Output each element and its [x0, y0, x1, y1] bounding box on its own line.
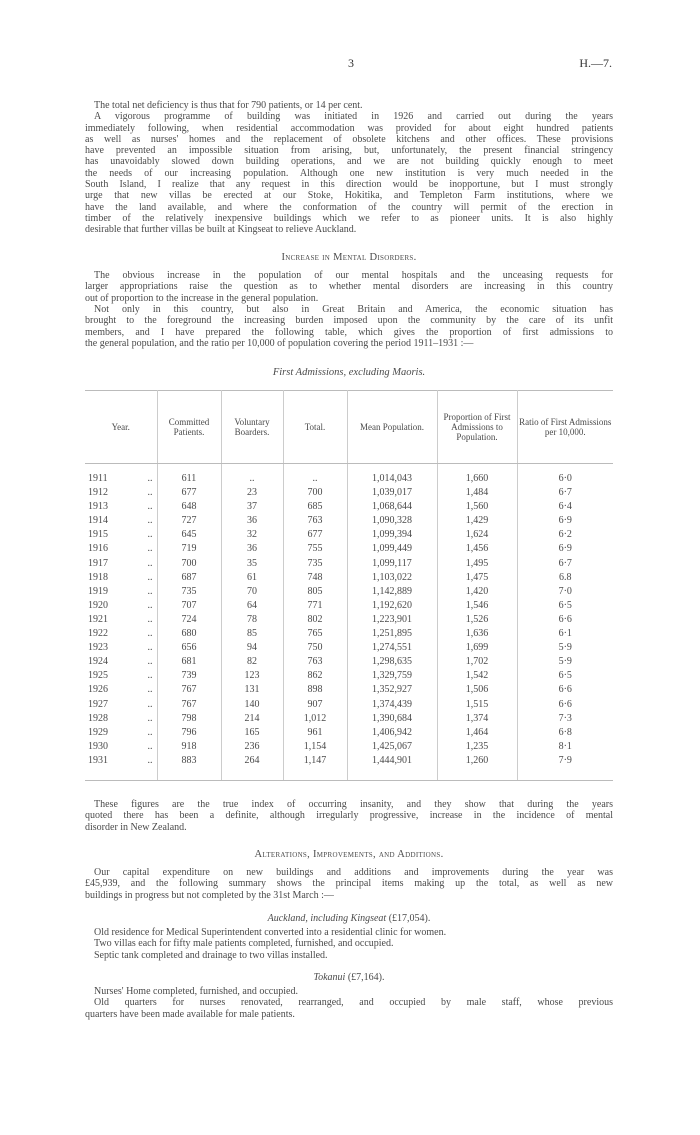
data-cell: 1,484 — [437, 486, 517, 500]
text-line: out of proportion to the increase in the general population. — [85, 292, 319, 304]
year-cell: 1920 — [88, 599, 108, 611]
list-item: Old quarters for nurses renovated, rearranged, and occupied by male staff, whose previous — [94, 997, 613, 1009]
data-cell: 1,352,927 — [347, 683, 437, 697]
table-row — [85, 464, 613, 487]
year-cell: 1922 — [88, 628, 108, 640]
data-cell: 1,039,017 — [347, 486, 437, 500]
data-cell: 32 — [221, 528, 283, 542]
data-cell: 8·1 — [558, 740, 572, 752]
auckland-items — [85, 927, 613, 961]
leader-dots: .. — [125, 726, 157, 740]
list-item: Two villas each for fifty male patients completed, furnished, and occupied. — [94, 938, 394, 950]
data-cell: 681 — [157, 655, 221, 669]
data-cell: 1,702 — [437, 655, 517, 669]
list-item: quarters have been made available for male patients. — [85, 1008, 295, 1020]
spacer-cell — [157, 768, 221, 781]
subheading-auckland — [85, 913, 613, 924]
spacer-cell — [437, 768, 517, 781]
data-cell: 85 — [221, 627, 283, 641]
data-cell: 727 — [157, 514, 221, 528]
text-line: larger appropriations raise the question as to whether mental disorders are increasing in this country — [85, 281, 613, 293]
data-cell: 1,390,684 — [347, 712, 437, 726]
data-cell: 907 — [283, 698, 347, 712]
data-cell: 37 — [221, 500, 283, 514]
data-cell: 131 — [221, 683, 283, 697]
data-cell: 687 — [157, 571, 221, 585]
table-row — [85, 585, 613, 599]
year-cell: 1919 — [88, 585, 108, 597]
year-cell: 1929 — [88, 726, 108, 738]
data-cell: 1,099,117 — [347, 557, 437, 571]
table-row — [85, 655, 613, 669]
table-row — [85, 669, 613, 683]
text-line: the general population, and the ratio per 10,000 of population covering the period 1911–1931 :— — [85, 337, 474, 349]
data-cell: 1,251,895 — [347, 627, 437, 641]
page-number: 3 — [348, 56, 354, 70]
data-cell: 648 — [157, 500, 221, 514]
text-line: members, and I have prepared the following table, which gives the proportion of first admissions to — [85, 326, 613, 338]
paragraph-obvious-increase — [85, 270, 613, 304]
year-cell: 1915 — [88, 529, 108, 541]
text-line: Our capital expenditure on new buildings and additions and improvements during the year was — [94, 867, 613, 878]
year-cell: 1926 — [88, 684, 108, 696]
table-row — [85, 542, 613, 556]
leader-dots: .. — [125, 613, 157, 627]
column-header: Total. — [283, 391, 347, 464]
data-cell: 6·9 — [558, 543, 572, 555]
column-header: Committed Patients. — [157, 391, 221, 464]
text-line: Not only in this country, but also in Great Britain and America, the economic situation has — [94, 304, 613, 315]
data-cell: 35 — [221, 557, 283, 571]
data-cell: 611 — [157, 464, 221, 487]
data-cell: 1,223,901 — [347, 613, 437, 627]
paragraph-deficiency — [85, 100, 613, 111]
data-cell: 685 — [283, 500, 347, 514]
data-cell: 1,425,067 — [347, 740, 437, 754]
leader-dots: .. — [125, 571, 157, 585]
data-cell: 6·9 — [558, 515, 572, 527]
data-cell: 6·5 — [558, 670, 572, 682]
year-cell: 1914 — [88, 515, 108, 527]
data-cell: 1,154 — [283, 740, 347, 754]
leader-dots: .. — [125, 585, 157, 599]
subheading-auckland-amount: (£17,054). — [388, 913, 431, 924]
data-cell: 1,068,644 — [347, 500, 437, 514]
text-line: The total net deficiency is thus that for 790 patients, or 14 per cent. — [94, 100, 363, 111]
data-cell: 6·4 — [558, 501, 572, 513]
column-header: Proportion of First Admissions to Population. — [437, 391, 517, 464]
year-cell: 1928 — [88, 712, 108, 724]
text-line: These figures are the true index of occurring insanity, and they show that during the years — [94, 799, 613, 810]
data-cell: 748 — [283, 571, 347, 585]
data-cell: 6·6 — [558, 698, 572, 710]
data-cell: 23 — [221, 486, 283, 500]
table-caption: First Admissions, excluding Maoris. — [272, 367, 426, 378]
data-cell: 724 — [157, 613, 221, 627]
list-item: Nurses' Home completed, furnished, and occupied. — [94, 986, 298, 997]
data-cell: 264 — [221, 754, 283, 768]
data-cell: 7·0 — [558, 585, 572, 597]
year-cell: 1913 — [88, 501, 108, 513]
data-cell: 7·9 — [558, 754, 572, 766]
year-cell: 1925 — [88, 670, 108, 682]
data-cell: 214 — [221, 712, 283, 726]
data-cell: 1,546 — [437, 599, 517, 613]
table-row — [85, 683, 613, 697]
data-cell: 5·9 — [558, 656, 572, 668]
leader-dots: .. — [125, 683, 157, 697]
data-cell: 1,147 — [283, 754, 347, 768]
table-row — [85, 571, 613, 585]
data-cell: 1,142,889 — [347, 585, 437, 599]
year-cell: 1918 — [88, 571, 108, 583]
year-cell: 1917 — [88, 557, 108, 569]
leader-dots: .. — [125, 486, 157, 500]
data-cell: 6·7 — [558, 487, 572, 499]
year-cell: 1912 — [88, 487, 108, 499]
data-cell: 796 — [157, 726, 221, 740]
column-header: Voluntary Boarders. — [221, 391, 283, 464]
leader-dots: .. — [125, 712, 157, 726]
data-cell: 36 — [221, 514, 283, 528]
table-row — [85, 740, 613, 754]
text-line: brought to the foreground the increasing burden imposed upon the community by the care of its unfit — [85, 315, 613, 327]
spacer-cell — [125, 768, 157, 781]
paragraph-capital-expenditure — [85, 867, 613, 901]
data-cell: 1,506 — [437, 683, 517, 697]
table-row — [85, 486, 613, 500]
spacer-cell — [517, 768, 613, 781]
data-cell: 1,406,942 — [347, 726, 437, 740]
data-cell: 1,636 — [437, 627, 517, 641]
data-cell: 6·6 — [558, 613, 572, 625]
data-cell: 1,464 — [437, 726, 517, 740]
year-cell: 1930 — [88, 740, 108, 752]
data-cell: 6.8 — [559, 571, 572, 583]
data-cell: 656 — [157, 641, 221, 655]
data-cell: 735 — [283, 557, 347, 571]
data-cell: 918 — [157, 740, 221, 754]
spacer-cell — [347, 768, 437, 781]
text-line: The obvious increase in the population of our mental hospitals and the unceasing requests for — [94, 270, 613, 281]
table-row — [85, 557, 613, 571]
text-line: buildings in progress but not completed by the 31st March :— — [85, 889, 334, 901]
year-cell: 1923 — [88, 642, 108, 654]
data-cell: 1,274,551 — [347, 641, 437, 655]
data-cell: 755 — [283, 542, 347, 556]
text-line: South Island, I realize that any request in this direction would be inopportune, but I must strongly — [85, 179, 613, 191]
first-admissions-table — [85, 390, 613, 781]
text-line: timber of the relatively inexpensive buildings which we refer to as pioneer units. It is also highly — [85, 212, 613, 224]
data-cell: 898 — [283, 683, 347, 697]
data-cell: 798 — [157, 712, 221, 726]
year-cell: 1916 — [88, 543, 108, 555]
paragraph-not-only — [85, 304, 613, 349]
data-cell: 64 — [221, 599, 283, 613]
data-cell: 78 — [221, 613, 283, 627]
data-cell: 1,526 — [437, 613, 517, 627]
table-row — [85, 726, 613, 740]
tokanui-items — [85, 986, 613, 1020]
year-cell: 1931 — [88, 754, 108, 766]
data-cell: 707 — [157, 599, 221, 613]
data-cell: 719 — [157, 542, 221, 556]
data-cell: 94 — [221, 641, 283, 655]
data-cell: 765 — [283, 627, 347, 641]
data-cell: 236 — [221, 740, 283, 754]
year-cell: 1924 — [88, 656, 108, 668]
column-header: Year. — [85, 391, 157, 464]
table-row — [85, 698, 613, 712]
spacer-cell — [283, 768, 347, 781]
text-line: have prevented an impossible situation from arising, but, unfortunately, the present financial stringency — [85, 145, 613, 157]
data-cell: .. — [221, 464, 283, 487]
leader-dots: .. — [125, 528, 157, 542]
data-cell: 1,192,620 — [347, 599, 437, 613]
subheading-auckland-title: Auckland, including Kingseat — [267, 913, 387, 924]
table-row — [85, 754, 613, 768]
data-cell: 680 — [157, 627, 221, 641]
column-header: Mean Population. — [347, 391, 437, 464]
data-cell: 1,012 — [283, 712, 347, 726]
data-cell: 1,329,759 — [347, 669, 437, 683]
data-cell: 645 — [157, 528, 221, 542]
data-cell: 1,660 — [437, 464, 517, 487]
data-cell: 1,260 — [437, 754, 517, 768]
data-cell: 1,624 — [437, 528, 517, 542]
data-cell: 805 — [283, 585, 347, 599]
data-cell: 6·8 — [558, 726, 572, 738]
data-cell: 6·1 — [558, 628, 572, 640]
leader-dots: .. — [125, 740, 157, 754]
list-item: Old residence for Medical Superintendent converted into a residential clinic for women. — [94, 927, 447, 938]
leader-dots: .. — [125, 500, 157, 514]
data-cell: 1,103,022 — [347, 571, 437, 585]
data-cell: 735 — [157, 585, 221, 599]
table-row — [85, 500, 613, 514]
table-row — [85, 627, 613, 641]
text-line: quoted there has been a definite, although irregularly progressive, increase in the incidence of mental — [85, 810, 613, 822]
year-cell: 1911 — [88, 473, 108, 484]
section-heading-alterations: Alterations, Improvements, and Additions. — [254, 849, 444, 860]
data-cell: 1,090,328 — [347, 514, 437, 528]
data-cell: 7·3 — [558, 712, 572, 724]
data-cell: 6·6 — [558, 684, 572, 696]
document-reference: H.—7. — [579, 56, 612, 70]
data-cell: 1,456 — [437, 542, 517, 556]
data-cell: 767 — [157, 698, 221, 712]
table-row — [85, 599, 613, 613]
data-cell: 750 — [283, 641, 347, 655]
data-cell: 165 — [221, 726, 283, 740]
text-line: A vigorous programme of building was initiated in 1926 and carried out during the years — [94, 111, 613, 123]
text-line: urge that new villas be erected at our Stoke, Hokitika, and Templeton Farm institutions, where we — [85, 190, 613, 202]
data-cell: 1,099,449 — [347, 542, 437, 556]
data-cell: 763 — [283, 655, 347, 669]
data-cell: 1,420 — [437, 585, 517, 599]
year-cell: 1921 — [88, 613, 108, 625]
data-cell: 1,014,043 — [347, 464, 437, 487]
text-line: disorder in New Zealand. — [85, 821, 187, 833]
data-cell: 36 — [221, 542, 283, 556]
spacer-cell — [221, 768, 283, 781]
data-cell: 61 — [221, 571, 283, 585]
data-cell: 1,515 — [437, 698, 517, 712]
table-row — [85, 712, 613, 726]
leader-dots: .. — [125, 514, 157, 528]
data-cell: 1,444,901 — [347, 754, 437, 768]
data-cell: 677 — [283, 528, 347, 542]
leader-dots: .. — [125, 542, 157, 556]
data-cell: 6·2 — [558, 529, 572, 541]
data-cell: 767 — [157, 683, 221, 697]
leader-dots: .. — [125, 557, 157, 571]
data-cell: 6·5 — [558, 599, 572, 611]
leader-dots: .. — [125, 655, 157, 669]
data-cell: 883 — [157, 754, 221, 768]
data-cell: 123 — [221, 669, 283, 683]
data-cell: 1,475 — [437, 571, 517, 585]
data-cell: 1,542 — [437, 669, 517, 683]
data-cell: 1,699 — [437, 641, 517, 655]
text-line: immediately following, when residential accommodation was provided for about eight hundred patients — [85, 122, 613, 134]
data-cell: 862 — [283, 669, 347, 683]
text-line: the needs of our increasing population. Although one new institution is very much needed in the — [85, 167, 613, 179]
data-cell: 1,298,635 — [347, 655, 437, 669]
data-cell: 739 — [157, 669, 221, 683]
data-cell: 70 — [221, 585, 283, 599]
leader-dots: .. — [125, 698, 157, 712]
leader-dots: .. — [125, 599, 157, 613]
year-cell: 1927 — [88, 698, 108, 710]
data-cell: 1,495 — [437, 557, 517, 571]
paragraph-true-index — [85, 799, 613, 833]
data-cell: 802 — [283, 613, 347, 627]
data-cell: 1,374 — [437, 712, 517, 726]
data-cell: 1,099,394 — [347, 528, 437, 542]
data-cell: 1,235 — [437, 740, 517, 754]
data-cell: 677 — [157, 486, 221, 500]
subheading-tokanui-title: Tokanui — [313, 972, 346, 983]
data-cell: 700 — [283, 486, 347, 500]
data-cell: .. — [283, 464, 347, 487]
spacer-cell — [85, 768, 125, 781]
data-cell: 82 — [221, 655, 283, 669]
data-cell: 961 — [283, 726, 347, 740]
subheading-tokanui-amount: (£7,164). — [347, 972, 385, 983]
data-cell: 771 — [283, 599, 347, 613]
data-cell: 6·0 — [558, 473, 572, 484]
table-row — [85, 528, 613, 542]
data-cell: 1,374,439 — [347, 698, 437, 712]
subheading-tokanui — [85, 972, 613, 983]
leader-dots: .. — [125, 669, 157, 683]
data-cell: 763 — [283, 514, 347, 528]
table-row — [85, 613, 613, 627]
list-item: Septic tank completed and drainage to two villas installed. — [94, 949, 328, 961]
table-bottom-rule — [85, 768, 613, 781]
leader-dots: .. — [125, 754, 157, 768]
leader-dots: .. — [125, 627, 157, 641]
text-line: has unavoidably slowed down building operations, and we are not building quickly enough to meet — [85, 156, 613, 168]
leader-dots: .. — [125, 464, 157, 487]
text-line: have the land available, and where the conformation of the country will permit of the erection in — [85, 201, 613, 213]
data-cell: 5·9 — [558, 642, 572, 654]
leader-dots: .. — [125, 641, 157, 655]
data-cell: 1,429 — [437, 514, 517, 528]
data-cell: 1,560 — [437, 500, 517, 514]
paragraph-building-programme — [85, 111, 613, 235]
text-line: desirable that further villas be built at Kingseat to relieve Auckland. — [85, 224, 357, 236]
text-line: as well as nurses' homes and the replacement of obsolete kitchens and other offices. These provisions — [85, 133, 613, 145]
data-cell: 700 — [157, 557, 221, 571]
table-row — [85, 514, 613, 528]
column-header: Ratio of First Admissions per 10,000. — [517, 391, 613, 464]
data-cell: 140 — [221, 698, 283, 712]
text-line: £45,939, and the following summary shows the principal items making up the total, as well as new — [85, 878, 613, 890]
data-cell: 6·7 — [558, 557, 572, 569]
section-heading-increase: Increase in Mental Disorders. — [281, 252, 417, 263]
table-row — [85, 641, 613, 655]
